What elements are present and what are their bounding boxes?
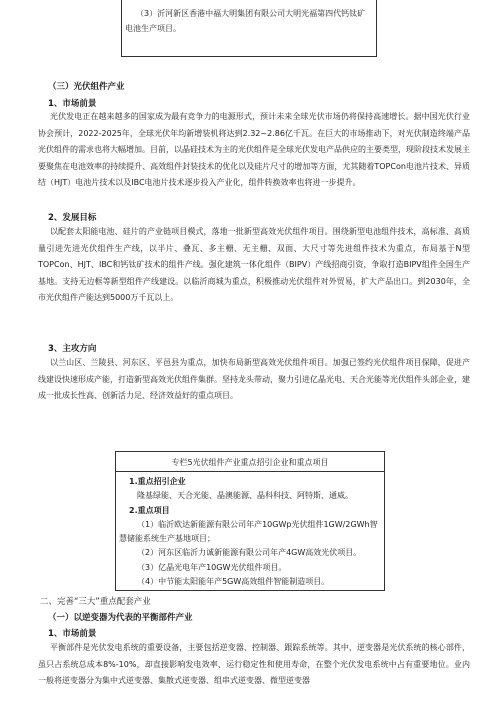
continued-project-box [121, 0, 377, 57]
project-item: （2）河东区临沂力诚新能源有限公司年产4GW高效光伏项目。 [137, 548, 362, 558]
subheading-development-goals: 2、发展目标 [48, 213, 97, 223]
subheading-market-outlook-2: 1、市场前景 [48, 629, 97, 639]
column-box-content [116, 471, 384, 590]
paragraph-balance-components: 平衡部件是光伏发电系统的重要设备，主要包括逆变器、控制器、跟踪系统等。其中，逆变器是光伏系统的核心部件，虽只占系统总成本8%-10%，却直接影响发电效率、运行稳定性和使用寿命，在整个光伏发电系统中占有重要地位。业内一般将逆变器分为集中式逆变器、集散式逆变器、组串式逆变器、微型逆变器 [38, 643, 470, 685]
project-item: （4）中节能太阳能年产5GW高效组件智能制造项目。 [137, 577, 330, 587]
enterprise-heading: 1.重点招引企业 [129, 477, 186, 486]
paragraph-market-outlook: 光伏发电正在越来越多的国家成为最有竞争力的电源形式，预计未来全球光伏市场仍将保持高速增长。据中国光伏行业协会预计，2022-2025年，全球光伏年均新增装机将达到2.32~2.86亿千瓦。在巨大的市场推动下，对光伏制造终端产品光伏组件的需求也将大幅增加。目前，以晶硅技术为主的光伏组件是全球光伏发电产品供应的主要类型，现阶段技术发展主要聚焦在电池效率的持续提升、高效组件封装技术的优化以及硅片尺寸的增加等方面，尤其随着TOPCon电池片技术、异质结（HJT）电池片技术以及IBC电池片技术逐步投入产业化，组件转换效率也将进一步提升。 [38, 112, 470, 187]
section-heading-pv-modules: （三）光伏组件产业 [48, 82, 125, 92]
column-box-title: 专栏5光伏组件产业重点招引企业和重点项目 [171, 458, 329, 467]
section-heading-balance-components: （一）以逆变器为代表的平衡部件产业 [48, 613, 193, 623]
enterprise-list: 隆基绿能、天合光能、晶澳能源、晶科科技、阿特斯、通威。 [137, 491, 353, 501]
paragraph-main-direction: 以兰山区、兰陵县、河东区、平邑县为重点，加快布局新型高效光伏组件项目。加强已签约光伏组件项目保障，促进产线建设快速形成产能，打造新型高效光伏组件集群。坚持龙头带动，聚力引进亿晶光电、天合光能等光伏组件头部企业，建成一批成长性高、创新活力足、经济效益好的重点项目。 [38, 358, 470, 400]
paragraph-development-goals: 以配套太阳能电池、硅片的产业链项目模式，落地一批新型高效光伏组件项目。围绕新型电池组件技术，高标准、高质量引进先进光伏组件生产线，以半片、叠瓦、多主栅、无主栅、双面、大尺寸等先进组件技术为重点，布局基于N型TOPCon、HJT、IBC和钙钛矿技术的组件产线。强化建筑一体化组件（BIPV）产线招商引资，争取打造BIPV组件全国生产基地。支持无边框等新型组件产线建设。以临沂商城为重点，积极推动光伏组件对外贸易，扩大产品出口。到2030年，全市光伏组件产能达到5000万千瓦以上。 [38, 227, 470, 302]
part-heading-supporting-industries: 二、完善“三大”重点配套产业 [40, 597, 151, 607]
column-box-key-projects [115, 451, 385, 591]
subheading-main-direction: 3、主攻方向 [48, 344, 97, 354]
project-heading: 2.重点项目 [129, 505, 170, 515]
continued-project-text: （3）沂河新区香港中福大明集团有限公司大明光福第四代钙钛矿电池生产项目。 [125, 9, 366, 33]
project-item: （1）临沂欧达新能源有限公司年产10GWp光伏组件1GW/2GWh智慧储能系统生产基地项目； [119, 519, 378, 544]
subheading-market-outlook: 1、市场前景 [48, 99, 97, 109]
project-item: （3）亿晶光电年产10GW光伏组件项目。 [137, 562, 287, 572]
